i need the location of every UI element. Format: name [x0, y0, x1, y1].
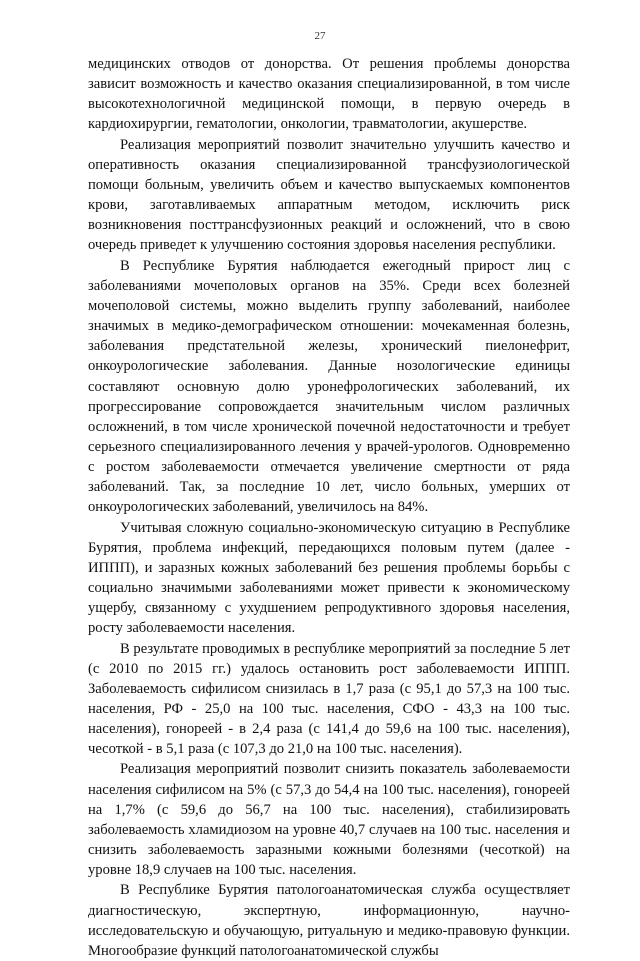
- paragraph-sti-results: В результате проводимых в республике мероприятий за последние 5 лет (с 2010 по 2015 гг.) удалось остановить рост заболеваемости ИППП. Заболеваемость сифилисом снизилась в 1,7 раза (с 95,1 до 57,3 на 100 тыс. населения, РФ - 25,0 на 100 тыс. населения, СФО - 43,3 на 100 тыс. населения), гонореей - в 2,4 раза (с 141,4 до 59,6 на 100 тыс. населения), чесоткой - в 5,1 раза (с 107,3 до 21,0 на 100 тыс. населения).: [88, 640, 570, 758]
- paragraph-urology-diseases: В Республике Бурятия наблюдается ежегодный прирост лиц с заболеваниями мочеполовых органов на 35%. Среди всех болезней мочеполовой системы, можно выделить группу заболеваний, наиболее значимых в медико-демографическом отношении: мочекаменная болезнь, заболевания предстательной железы, хронический пиелонефрит, онкоурологические заболевания. Данные нозологические единицы составляют основную долю уронефрологических заболеваний, их прогрессирование сопровождается значительным числом различных осложнений, в том числе хронической почечной недостаточности и требует серьезного специализированного лечения у врачей-урологов. Одновременно с ростом заболеваемости отмечается увеличение смертности от ряда заболеваний. Так, за последние 10 лет, число больных, умерших от онкоурологических заболеваний, увеличилось на 84%.: [88, 257, 570, 516]
- paragraph-sti-problem: Учитывая сложную социально-экономическую ситуацию в Республике Бурятия, проблема инфекций, передающихся половым путем (далее - ИППП), и заразных кожных заболеваний без решения проблемы борьбы с социально значимыми заболеваниями может привести к экономическому ущербу, связанному с ухудшением репродуктивного здоровья населения, росту заболеваемости населения.: [88, 519, 570, 637]
- paragraph-transfusion-measures: Реализация мероприятий позволит значительно улучшить качество и оперативность оказания специализированной трансфузиологической помощи больным, увеличить объем и качество выпускаемых компонентов крови, заготавливаемых аппаратным методом, исключить риск возникновения посттрансфузионных реакций и осложнений, что в свою очередь приведет к улучшению состояния здоровья населения республики.: [88, 136, 570, 254]
- paragraph-donor-continuation: медицинских отводов от донорства. От решения проблемы донорства зависит возможность и качество оказания специализированной, в том числе высокотехнологичной медицинской помощи, в первую очередь в кардиохирургии, гематологии, онкологии, травматологии, акушерстве.: [88, 56, 570, 133]
- paragraph-pathology-service: В Республике Бурятия патологоанатомическая служба осуществляет диагностическую, экспертную, информационную, научно-исследовательскую и обучающую, ритуальную и медико-правовую функции. Многообразие функций патологоанатомической службы: [88, 882, 570, 959]
- page-number: 27: [314, 30, 326, 42]
- paragraph-sti-targets: Реализация мероприятий позволит снизить показатель заболеваемости населения сифилисом на 5% (с 57,3 до 54,4 на 100 тыс. населения), гонореей на 1,7% (с 59,6 до 56,7 на 100 тыс. населения), стабилизировать заболеваемость хламидиозом на уровне 40,7 случаев на 100 тыс. населения и снизить заболеваемость заразными кожными болезнями (чесоткой) на уровне 18,9 случаев на 100 тыс. населения.: [88, 761, 570, 879]
- document-body: [88, 54, 570, 961]
